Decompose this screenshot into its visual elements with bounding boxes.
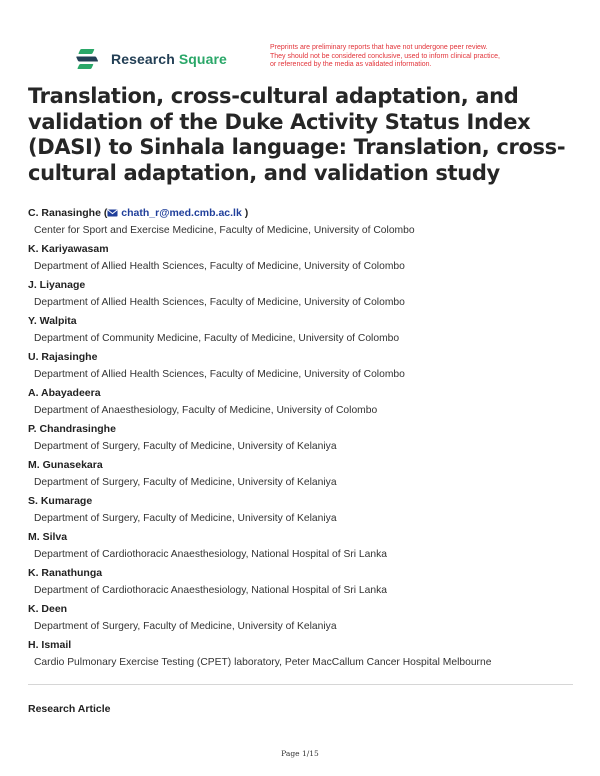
author-affiliation: Department of Surgery, Faculty of Medicine, University of Kelaniya [34,621,337,632]
author-entry [28,242,588,278]
author-entry [28,638,588,674]
author-entry [28,494,588,530]
author-name: K. Kariyawasam [28,243,109,255]
logo-text [111,51,227,67]
author-name: U. Rajasinghe [28,351,98,363]
author-entry [28,530,588,566]
disclaimer-line: They should not be considered conclusive, used to inform clinical practice, [270,52,500,60]
author-name: J. Liyanage [28,279,86,291]
author-name: Y. Walpita [28,315,77,327]
preprint-disclaimer [270,44,570,70]
author-name: C. Ranasinghe [28,207,101,219]
research-square-logo-icon [74,48,104,70]
author-name: H. Ismail [28,639,72,651]
author-name: A. Abayadeera [28,387,101,399]
author-entry [28,278,588,314]
section-divider [28,684,573,685]
author-entry [28,602,588,638]
logo-text-main: Research [111,51,175,67]
author-entry [28,422,588,458]
author-affiliation: Department of Allied Health Sciences, Faculty of Medicine, University of Colombo [34,369,405,380]
email-link[interactable]: ( chath_r@med.cmb.ac.lk ) [103,207,249,219]
author-name: K. Deen [28,603,68,615]
author-affiliation: Center for Sport and Exercise Medicine, Faculty of Medicine, University of Colombo [34,225,415,236]
author-list [28,206,588,674]
disclaimer-line: or referenced by the media as validated information. [270,61,432,69]
author-entry [28,458,588,494]
author-entry [28,206,588,242]
author-affiliation: Department of Surgery, Faculty of Medicine, University of Kelaniya [34,513,337,524]
author-affiliation: Department of Cardiothoracic Anaesthesiology, National Hospital of Sri Lanka [34,585,387,596]
author-entry [28,566,588,602]
author-affiliation: Department of Allied Health Sciences, Faculty of Medicine, University of Colombo [34,297,405,308]
article-type-label: Research Article [28,703,111,715]
author-entry [28,314,588,350]
page-number: Page 1/15 [281,749,319,758]
author-affiliation: Department of Allied Health Sciences, Faculty of Medicine, University of Colombo [34,261,405,272]
author-name: M. Silva [28,531,68,543]
author-affiliation: Cardio Pulmonary Exercise Testing (CPET) laboratory, Peter MacCallum Cancer Hospital Melbourne [34,657,492,668]
author-name: K. Ranathunga [28,567,103,579]
author-name: P. Chandrasinghe [28,423,116,435]
author-affiliation: Department of Surgery, Faculty of Medicine, University of Kelaniya [34,477,337,488]
author-name: S. Kumarage [28,495,93,507]
author-entry [28,350,588,386]
envelope-icon [107,209,118,217]
author-name: M. Gunasekara [28,459,103,471]
logo-text-accent: Square [178,51,227,67]
author-email[interactable]: chath_r@med.cmb.ac.lk [121,207,242,219]
author-affiliation: Department of Community Medicine, Faculty of Medicine, University of Colombo [34,333,400,344]
author-affiliation: Department of Surgery, Faculty of Medicine, University of Kelaniya [34,441,337,452]
author-affiliation: Department of Cardiothoracic Anaesthesiology, National Hospital of Sri Lanka [34,549,387,560]
disclaimer-line: Preprints are preliminary reports that have not undergone peer review. [270,44,488,51]
author-affiliation: Department of Anaesthesiology, Faculty of Medicine, University of Colombo [34,405,378,416]
paper-title: Translation, cross-cultural adaptation, and validation of the Duke Activity Status Index (DASI) to Sinhala language: Translation, cross-cultural adaptation, and validation study [28,84,566,185]
author-entry [28,386,588,422]
research-square-logo[interactable] [74,46,227,72]
